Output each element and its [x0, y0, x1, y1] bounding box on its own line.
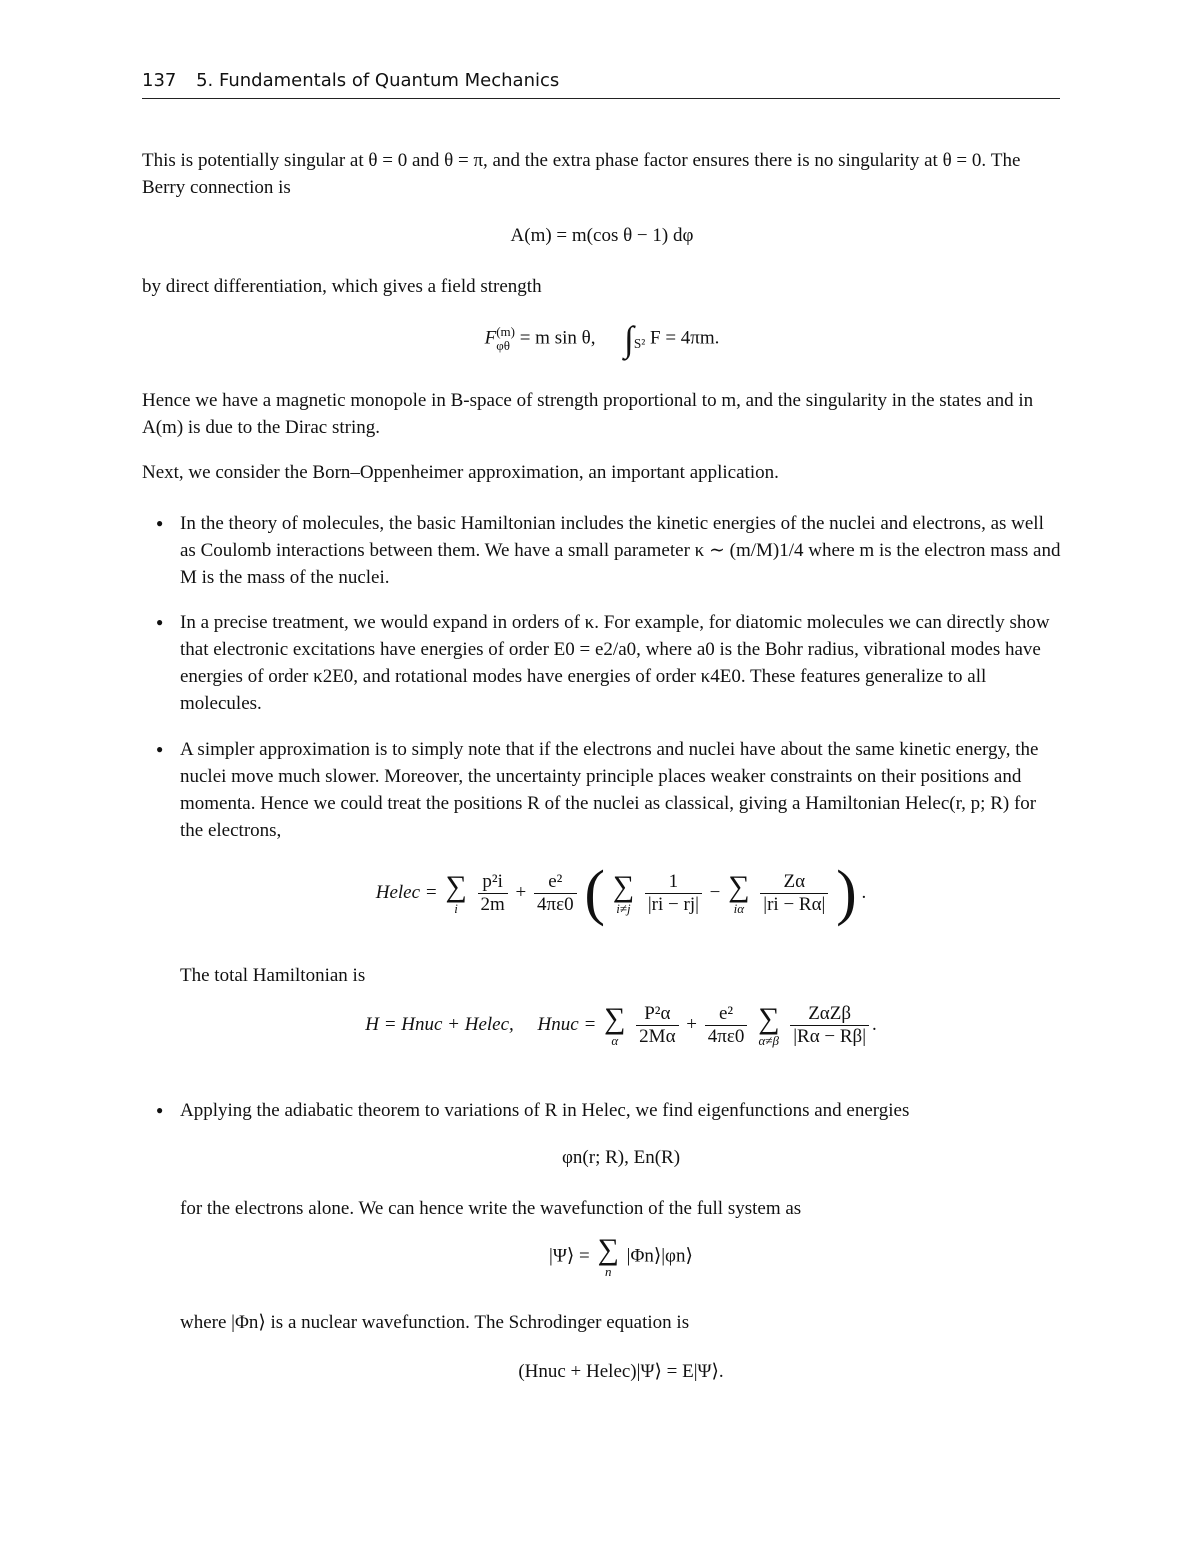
bullet-adiabatic-theorem: Applying the adiabatic theorem to variations of R in Helec, we find eigenfunctions and energies [180, 1100, 910, 1121]
sum-symbol: ∑ α [604, 1001, 626, 1048]
field-subscript: φθ [496, 338, 510, 353]
sum-symbol: ∑ α≠β [758, 1001, 780, 1048]
bullet-marker: ● [156, 742, 164, 756]
right-paren: ) [836, 859, 857, 927]
integral-domain: S² [633, 336, 646, 352]
minus-sign: − [709, 881, 721, 903]
helec-lhs: Helec = [375, 881, 438, 903]
page-header [142, 70, 1060, 99]
field-symbol: F [484, 327, 497, 349]
integral-rhs: F = 4πm. [650, 327, 720, 349]
bullet-marker: ● [156, 516, 164, 530]
nuclear-repulsion-term: $\frac{\text{ZαZβ}}{|R\alpha - R\beta|}$ [790, 1003, 869, 1048]
integral-sign: ∫ [624, 319, 634, 359]
paragraph-born-oppenheimer: Next, we consider the Born–Oppenheimer approximation, an important application. [142, 462, 779, 483]
bullet-marker: ● [156, 1103, 164, 1117]
chapter-title: 5. Fundamentals of Quantum Mechanics [196, 70, 560, 91]
left-paren: ( [584, 859, 605, 927]
sum-symbol: ∑ i [445, 869, 467, 916]
equation-eigenfunctions: φn(r; R), En(R) [561, 1147, 681, 1168]
kinetic-term: $\frac{\text{p²i}}{2m}$ [478, 871, 508, 916]
field-rhs: = m sin θ, [519, 327, 596, 349]
paragraph-nuclear-wavefunction: where |Φn⟩ is a nuclear wavefunction. The Schrodinger equation is [180, 1312, 690, 1333]
nuclear-kinetic-term: $\frac{\text{P²α}}{2M\alpha}$ [636, 1003, 678, 1048]
coulomb-prefactor: $\frac{\text{e²}}{4\pi\varepsilon 0}$ [705, 1003, 748, 1048]
bullet-molecules: In the theory of molecules, the basic Hamiltonian includes the kinetic energies of the nuclei and electrons, as well as Coulomb interactions between them. We have a small parameter κ ∼ (m/M)1/4 where m is the electron mass and M is the mass of the nuclei. [180, 513, 1061, 588]
total-h-lhs: H = Hnuc + Helec, [365, 1013, 514, 1035]
bullet-simpler-approximation: A simpler approximation is to simply note that if the electrons and nuclei have about the same kinetic energy, the nuclei move much slower. Moreover, the uncertainty principle places weaker constraints on their positions and momenta. Hence we could treat the positions R of the nuclei as classical, giving a Hamiltonian Helec(r, p; R) for the electrons, [180, 739, 1039, 841]
electron-nucleus-term: $\frac{Z\alpha}{|ri - R\alpha|}$ [760, 871, 828, 916]
equation-electronic-hamiltonian: Helec = ∑ i $\frac{\text{p²i}}{2m}$ + $\frac{\text{e²}}{4\pi\varepsilon 0}$ ( ∑ i≠j $\frac{1}{|ri - rj|}$ − ∑ iα $\frac{Z\alpha}{|ri - R\alpha|}$ ) . [375, 859, 867, 927]
equation-berry-connection: A(m) = m(cos θ − 1) dφ [510, 225, 694, 246]
field-superscript: (m) [496, 324, 515, 339]
psi-lhs: |Ψ⟩ = [549, 1245, 590, 1267]
equation-full-wavefunction [180, 1235, 1062, 1279]
psi-rhs: |Φn⟩|φn⟩ [626, 1245, 693, 1267]
paragraph-wavefunction: for the electrons alone. We can hence write the wavefunction of the full system as [180, 1198, 802, 1219]
hnuc-lhs: Hnuc = [537, 1013, 597, 1035]
sum-symbol: ∑ i≠j [612, 869, 635, 916]
equation-schrodinger: (Hnuc + Helec)|Ψ⟩ = E|Ψ⟩. [518, 1361, 724, 1382]
bullet-marker: ● [156, 615, 164, 629]
sum-symbol: ∑ iα [728, 869, 750, 916]
sum-symbol: ∑ n [597, 1233, 619, 1279]
paragraph-monopole: Hence we have a magnetic monopole in B-space of strength proportional to m, and the singularity in the states and in A(m) is due to the Dirac string. [142, 390, 1034, 438]
bullet-precise-treatment: In a precise treatment, we would expand in orders of κ. For example, for diatomic molecules we can directly show that electronic excitations have energies of order E0 = e2/a0, where a0 is the Bohr radius, vibrational modes have energies of order κ2E0, and rotational modes have energies of order κ4E0. These features generalize to all molecules. [180, 612, 1050, 714]
paragraph-field-strength: by direct differentiation, which gives a field strength [142, 276, 542, 297]
coulomb-prefactor: $\frac{\text{e²}}{4\pi\varepsilon 0}$ [534, 871, 577, 916]
equation-total-hamiltonian: H = Hnuc + Helec, Hnuc = ∑ α $\frac{\text{P²α}}{2M\alpha}$ + $\frac{\text{e²}}{4\pi\varepsilon 0}$ ∑ α≠β $\frac{\text{ZαZβ}}{|R\alpha - R\beta|}$ . [365, 1001, 877, 1048]
equation-field-strength [142, 318, 1062, 360]
electron-repulsion-term: $\frac{1}{|ri - rj|}$ [645, 871, 702, 916]
paragraph-singularity: This is potentially singular at θ = 0 and θ = π, and the extra phase factor ensures there is no singularity at θ = 0. The Berry connection is [142, 150, 1021, 198]
equation-period: . [861, 881, 867, 903]
equation-period: . [872, 1013, 877, 1035]
paragraph-total-hamiltonian: The total Hamiltonian is [180, 965, 366, 986]
page-number: 137 [142, 70, 177, 91]
